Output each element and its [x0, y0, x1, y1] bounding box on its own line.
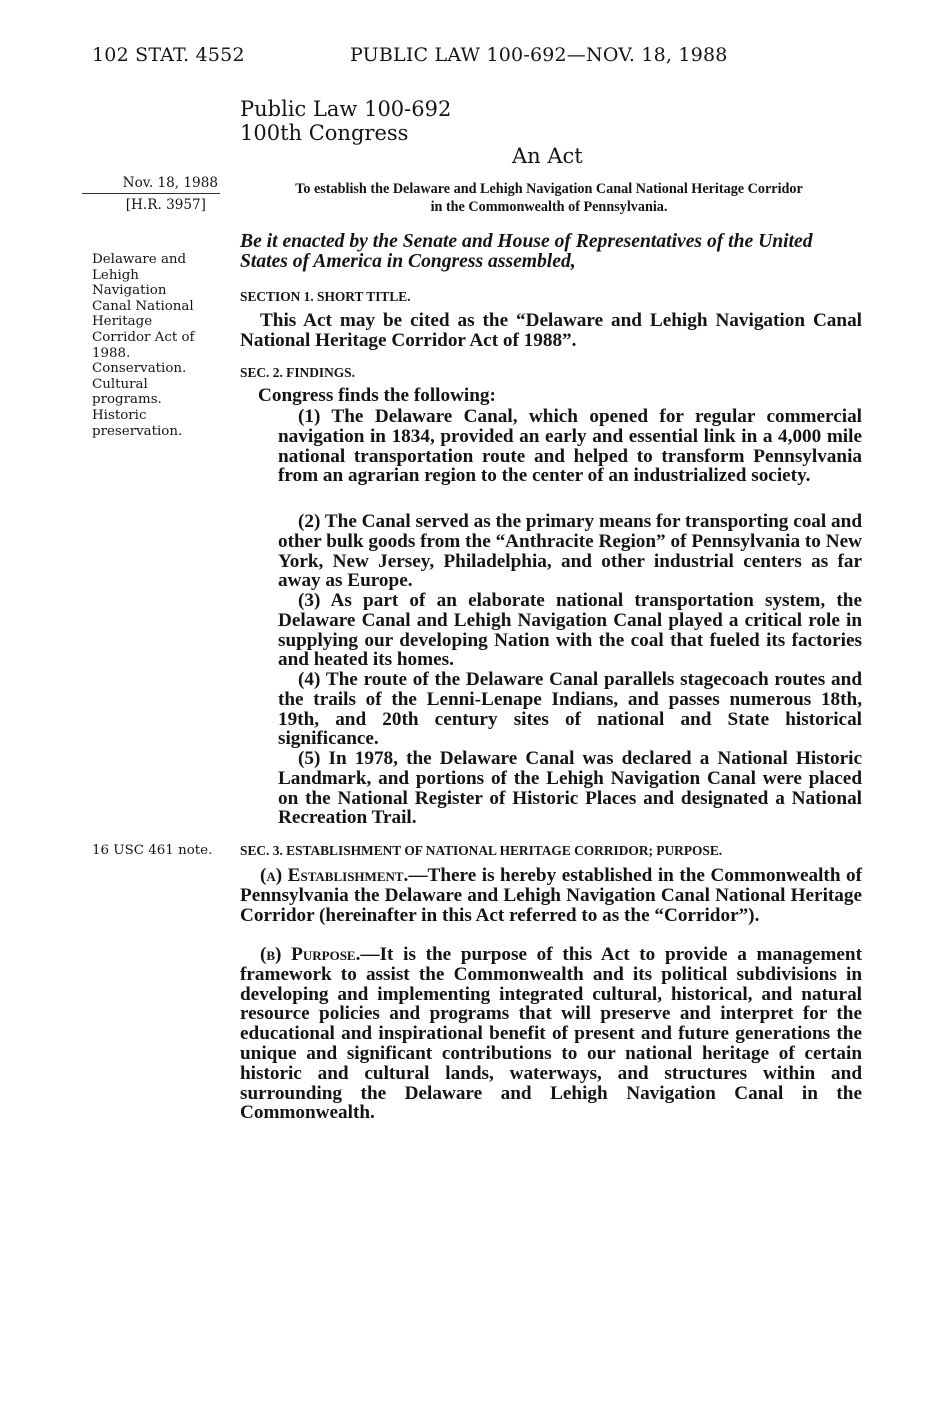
section-3-heading: SEC. 3. ESTABLISHMENT OF NATIONAL HERITAGE CORRIDOR; PURPOSE.	[240, 843, 723, 858]
margin-topic: Cultural	[92, 376, 148, 392]
enacting-clause: Be it enacted by the Senate and House of Representatives of the United States of America in Congress assembled,	[240, 231, 813, 272]
margin-divider	[82, 193, 220, 194]
subsection-b-text: —It is the purpose of this Act to provide a management framework to assist the Commonwealth and its political subdivisions in developing and implementing integrated cultural, historical, and natural resource policies and programs that will preserve and interpret for the educational and inspirational benefit of present and future generations the unique and significant contributions to our national heritage of certain historic and cultural lands, waterways, and structures within and surrounding the Delaware and Lehigh Navigation Canal in the Commonwealth.	[240, 944, 862, 1124]
margin-topics	[92, 252, 195, 439]
findings-intro: Congress finds the following:	[258, 385, 496, 406]
margin-bill-number: [H.R. 3957]	[125, 197, 206, 213]
margin-usc-note: 16 USC 461 note.	[92, 843, 213, 858]
margin-topic: preservation.	[92, 423, 183, 439]
subsection-b	[240, 945, 862, 1123]
subsection-b-label: (b) Purpose.	[260, 944, 361, 965]
act-purpose	[238, 180, 860, 216]
act-purpose-line: in the Commonwealth of Pennsylvania.	[430, 199, 668, 215]
law-number: Public Law 100-692	[240, 97, 452, 121]
finding-2: (2) The Canal served as the primary means for transporting coal and other bulk goods from the “Anthracite Region” of Pennsylvania to New York, New Jersey, Philadelphia, and other industrial centers as far away as Europe.	[278, 511, 862, 592]
margin-topic: Delaware and	[92, 252, 187, 267]
running-title: PUBLIC LAW 100-692—NOV. 18, 1988	[350, 44, 728, 66]
margin-date: Nov. 18, 1988	[122, 175, 218, 191]
finding-4: (4) The route of the Delaware Canal parallels stagecoach routes and the trails of the Lenni-Lenape Indians, and passes numerous 18th, 19th, and 20th century sites of national and State historical significance.	[278, 669, 862, 750]
section-1-text: This Act may be cited as the “Delaware and Lehigh Navigation Canal National Heritage Corridor Act of 1988”.	[240, 310, 862, 351]
margin-topic: programs.	[92, 392, 162, 408]
margin-topic: Navigation	[92, 283, 167, 299]
page-reference: 102 STAT. 4552	[92, 44, 245, 66]
subsection-a-text: —There is hereby established in the Commonwealth of Pennsylvania the Delaware and Lehigh Navigation Canal National Heritage Corridor (hereinafter in this Act referred to as the “Corridor”).	[240, 865, 862, 926]
margin-topic: Lehigh	[92, 267, 139, 283]
margin-topic: Historic	[92, 407, 147, 423]
section-2-heading: SEC. 2. FINDINGS.	[240, 365, 355, 380]
subsection-a	[240, 866, 862, 925]
finding-3: (3) As part of an elaborate national transportation system, the Delaware Canal and Lehigh Navigation Canal played a critical role in supplying our developing Nation with the coal that fueled its factories and heated its homes.	[278, 590, 862, 671]
margin-topic: Corridor Act of	[92, 329, 195, 345]
subsection-a-label: (a) Establishment.	[260, 865, 409, 886]
finding-5: (5) In 1978, the Delaware Canal was declared a National Historic Landmark, and portions of the Lehigh Navigation Canal were placed on the National Register of Historic Places and designated a National Recreation Trail.	[278, 748, 862, 829]
congress-number: 100th Congress	[240, 121, 409, 145]
margin-topic: 1988.	[92, 345, 131, 361]
finding-1: (1) The Delaware Canal, which opened for regular commercial navigation in 1834, provided an early and essential link in a 4,000 mile national transportation route and helped to transform Pennsylvania from an agrarian region to the center of an industrialized society.	[278, 406, 862, 487]
section-1-heading: SECTION 1. SHORT TITLE.	[240, 289, 411, 304]
margin-topic: Conservation.	[92, 361, 187, 377]
act-purpose-line: To establish the Delaware and Lehigh Navigation Canal National Heritage Corridor	[295, 181, 803, 197]
margin-topic: Heritage	[92, 314, 153, 330]
margin-topic: Canal National	[92, 298, 194, 314]
act-label: An Act	[512, 144, 583, 168]
